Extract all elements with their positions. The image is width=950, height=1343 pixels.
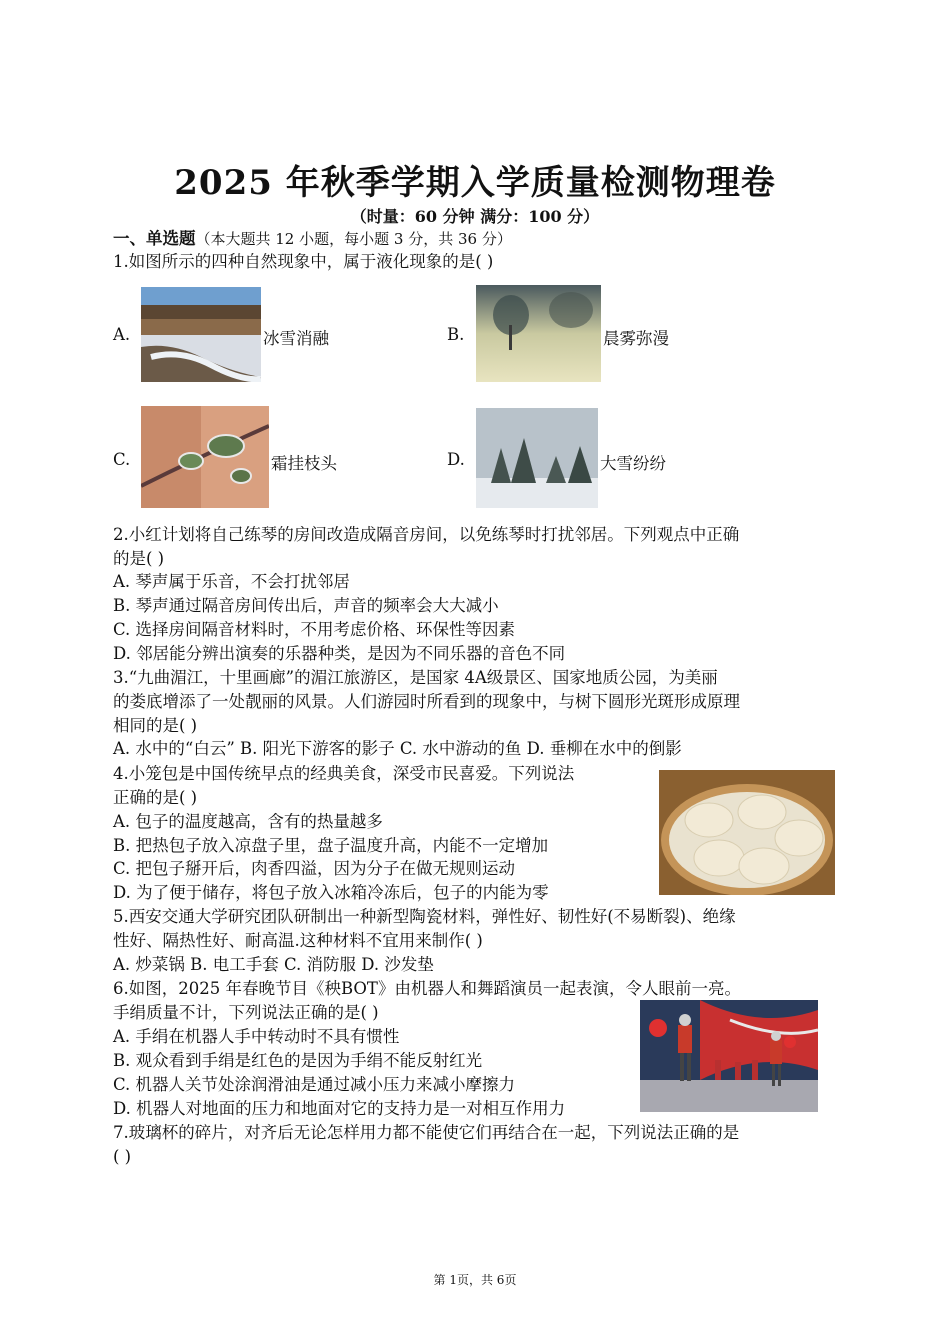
q4-option-d: D. 为了便于储存，将包子放入冰箱冷冻后，包子的内能为零 (113, 883, 549, 902)
q4-option-a: A. 包子的温度越高，含有的热量越多 (113, 812, 383, 831)
q1-option-c-text: 霜挂枝头 (271, 454, 337, 473)
q2-stem-line1: 2.小红计划将自己练琴的房间改造成隔音房间，以免练琴时打扰邻居。下列观点中正确 (113, 525, 740, 544)
q3-stem-line3: 相同的是( ) (113, 716, 198, 735)
q1-option-c-image (141, 406, 269, 508)
q6-stem-line1: 6.如图，2025 年春晚节目《秧BOT》由机器人和舞蹈演员一起表演，令人眼前一亮。 (113, 979, 741, 998)
q6-option-d: D. 机器人对地面的压力和地面对它的支持力是一对相互作用力 (113, 1099, 566, 1118)
q1-option-c-letter: C. (113, 450, 131, 469)
q1-stem: 1.如图所示的四种自然现象中，属于液化现象的是( ) (113, 252, 494, 271)
q4-option-c: C. 把包子掰开后，肉香四溢，因为分子在做无规则运动 (113, 859, 516, 878)
q1-option-d-image (476, 408, 598, 508)
q1-option-b-letter: B. (447, 325, 465, 344)
q5-stem-line1: 5.西安交通大学研究团队研制出一种新型陶瓷材料，弹性好、韧性好(不易断裂)、绝缘 (113, 907, 736, 926)
q7-stem-line1: 7.玻璃杯的碎片，对齐后无论怎样用力都不能使它们再结合在一起，下列说法正确的是 (113, 1123, 740, 1142)
q2-option-d: D. 邻居能分辨出演奏的乐器种类，是因为不同乐器的音色不同 (113, 644, 566, 663)
section-heading (113, 228, 512, 250)
q6-option-c: C. 机器人关节处涂润滑油是通过减小压力来减小摩擦力 (113, 1075, 516, 1094)
q1-option-b-image (476, 285, 601, 382)
page-footer: 第 1页，共 6页 (433, 1273, 517, 1287)
q4-stem-line2: 正确的是( ) (113, 788, 198, 807)
q2-option-a: A. 琴声属于乐音，不会打扰邻居 (113, 572, 350, 591)
q3-stem-line1: 3.“九曲湄江，十里画廊”的湄江旅游区，是国家 4A级景区、国家地质公园，为美丽 (113, 668, 718, 687)
q6-robot-performance-image (640, 1000, 818, 1112)
q1-option-a-image (141, 287, 261, 382)
exam-subtitle: （时量：60 分钟 满分：100 分） (350, 207, 600, 226)
q1-option-d-text: 大雪纷纷 (600, 454, 666, 473)
q6-stem-line2: 手绢质量不计，下列说法正确的是( ) (113, 1003, 379, 1022)
q6-option-b: B. 观众看到手绢是红色的是因为手绢不能反射红光 (113, 1051, 483, 1070)
section-note: （本大题共 12 小题，每小题 3 分，共 36 分） (195, 230, 512, 248)
q5-stem-line2: 性好、隔热性好、耐高温.这种材料不宜用来制作( ) (113, 931, 483, 950)
q2-option-b: B. 琴声通过隔音房间传出后，声音的频率会大大减小 (113, 596, 499, 615)
q1-option-a-letter: A. (113, 325, 131, 344)
q4-dumpling-image (659, 770, 835, 895)
q3-stem-line2: 的娄底增添了一处靓丽的风景。人们游园时所看到的现象中，与树下圆形光斑形成原理 (113, 692, 740, 711)
q6-option-a: A. 手绢在机器人手中转动时不具有惯性 (113, 1027, 400, 1046)
q1-option-b-text: 晨雾弥漫 (603, 329, 669, 348)
q7-stem-line2: ( ) (113, 1147, 132, 1166)
section-title: 一、单选题 (113, 229, 196, 248)
exam-title: 2025 年秋季学期入学质量检测物理卷 (174, 163, 776, 203)
q1-option-a-text: 冰雪消融 (263, 329, 329, 348)
q1-option-d-letter: D. (447, 450, 465, 469)
q5-options: A. 炒菜锅 B. 电工手套 C. 消防服 D. 沙发垫 (113, 955, 434, 974)
q4-stem-line1: 4.小笼包是中国传统早点的经典美食，深受市民喜爱。下列说法 (113, 764, 575, 783)
q2-stem-line2: 的是( ) (113, 549, 165, 568)
q4-option-b: B. 把热包子放入凉盘子里，盘子温度升高，内能不一定增加 (113, 836, 549, 855)
q2-option-c: C. 选择房间隔音材料时，不用考虑价格、环保性等因素 (113, 620, 516, 639)
q3-options: A. 水中的“白云” B. 阳光下游客的影子 C. 水中游动的鱼 D. 垂柳在水中的倒影 (113, 739, 682, 758)
